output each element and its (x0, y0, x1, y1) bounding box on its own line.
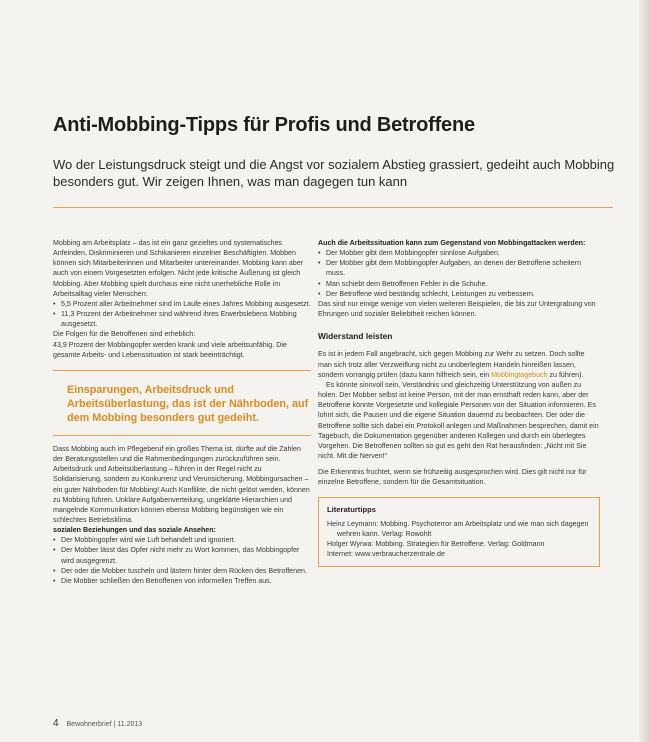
stats-list (53, 299, 311, 329)
work-item: • Man schiebt dem Betroffenen Fehler in die Schuhe. (318, 279, 600, 289)
work-item: • Der Mobber gibt dem Mobbingopfer Aufgaben, an denen der Betroffene scheitern muss. (318, 258, 600, 278)
intro-paragraph: Mobbing am Arbeitsplatz – das ist ein ganz gezieltes und systematisches Anfeinden, Diskriminieren und Schikanieren einzelner Beschäftigten. Mobben können sich Mitarbeiterinnen und Mitarbeiter untereinander. Mobbing kann aber auch von einem Vorgesetzten erfolgen. Nicht jede kritische Äußerung ist gleich Mobbing. Aber Mobbing spielt durchaus eine nicht unerhebliche Rolle im Arbeitsalltag vieler Menschen: (53, 239, 304, 298)
consequences-paragraph: 43,9 Prozent der Mobbingopfer werden krank und viele arbeitsunfähig. Die gesamte Arbeits- und Lebenssituation ist stark beeinträchtigt. (53, 340, 287, 359)
resist-heading: Widerstand leisten (318, 331, 393, 342)
pull-quote: Einsparungen, Arbeitsdruck und Arbeitsüberlastung, das ist der Nährboden, auf dem Mobbing besonders gut gedeiht. (53, 370, 311, 436)
note-paragraph: Die Erkenntnis fruchtet, wenn sie frühzeitig ausgesprochen wird. Dies gilt nicht nur für einzelne Betroffene, sondern für die Gesamtsituation. (318, 468, 587, 487)
literature-item: Heinz Leymann: Mobbing. Psychoterror am Arbeitsplatz und wie man sich dagegen wehren kann. Verlag: Rowohlt (327, 519, 589, 538)
literature-item: Holger Wyrwa: Mobbing. Strategien für Betroffene. Verlag: Goldmann (327, 539, 545, 548)
resist-paragraph-1 (318, 349, 600, 379)
social-item: • Der oder die Mobber tuscheln und lästern hinter dem Rücken des Betroffenen. (53, 566, 311, 576)
resist-paragraph-2: Es könnte sinnvoll sein, Verständnis und gleichzeitig Unterstützung von außen zu holen. Der Mobber selbst ist keine Person, mit der man ernsthaft reden kann, aber der Betroffene könnte Vorgesetzte und kollegiale Personen von der Situation informieren. Es lohnt sich, die Pausen und die eigene Situation dauernd zu beobachten. Der oder die Betroffene sollte sich dabei ein Protokoll anlegen und Maßnahmen besprechen, damit ein Tagebuch, die Dokumentation gegenüber anderen Kollegen und durch ein überlegtes Vorgehen. Die Betroffenen sollten so gut es geht den Rat herausfinden: „Nicht mit Sie nicht. Mit die Nerven!“ (318, 380, 599, 460)
article-title: Anti-Mobbing-Tipps für Profis und Betroffene (53, 114, 475, 136)
social-item: • Die Mobber schließen den Betroffenen von informellen Treffen aus. (53, 576, 311, 586)
social-item: • Der Mobber lässt das Opfer nicht mehr zu Wort kommen, das Mobbingopfer wird ausgegrenzt. (53, 545, 311, 565)
mobbing-diary-link: Mobbingtagebuch (491, 370, 548, 379)
literature-title: Literaturtipps (327, 505, 376, 515)
consequences-intro: Die Folgen für die Betroffenen sind erheblich: (53, 330, 196, 339)
social-item: • Der Mobbingopfer wird wie Luft behandelt und ignoriert. (53, 535, 311, 545)
footer-source: Bewohnerbrief | 11.2013 (66, 721, 143, 728)
resist-text-a: Es ist in jedem Fall angebracht, sich gegen Mobbing zur Wehr zu setzen. Doch sollte man sich trotz aller Verzweiflung nicht zu unüberlegtem Handeln hinreißen lassen, sondern vorrangig prüfen (dazu kann hilfreich sein, ein (318, 350, 585, 379)
literature-item: Internet: www.verbraucherzentrale.de (327, 550, 445, 559)
social-list (53, 535, 311, 586)
stat-item: • 5,5 Prozent aller Arbeitnehmer sind im Laufe eines Jahres Mobbing ausgesetzt. (53, 299, 311, 309)
header-rule (53, 207, 613, 208)
page-spine (639, 0, 649, 742)
work-item: • Der Mobber gibt dem Mobbingopfer sinnlose Aufgaben. (318, 248, 600, 258)
resist-text-b: zu führen). (547, 370, 584, 379)
article-lead: Wo der Leistungsdruck steigt und die Angst vor sozialem Abstieg grassiert, gedeiht auch Mobbing besonders gut. Wir zeigen Ihnen, was man dagegen tun kann (53, 157, 615, 189)
body-paragraph: Dass Mobbing auch im Pflegeberuf ein großes Thema ist, dürfte auf die Zahlen der Beratungsstellen und die Rahmenbedingungen zurückzuführen sein. Arbeitsdruck und Arbeitsüberlastung – führen in der Regel nicht zu Solidarisierung, sondern zu Konkurrenz und Verunsicherung. Mobbingursachen – ein guter Nährboden für Mobbing! Auch Konflikte, die nicht gelöst werden, können zu Mobbing führen. Unklare Aufgabenverteilung, ungeklärte Hierarchien und mangelnde Kommunikation können ebenso Mobbing begünstigen wie ein schlechtes Betriebsklima. (53, 444, 310, 524)
left-column (53, 238, 311, 586)
social-heading: sozialen Beziehungen und das soziale Ansehen: (53, 526, 216, 535)
work-outro: Das sind nur einige wenige von vielen weiteren Beispielen, die bis zur Untergrabung von Ehrungen und sozialer Beliebtheit reichen können. (318, 299, 596, 319)
page-number: 4 (53, 718, 59, 729)
work-item: • Der Betroffene wird beständig schlecht, Leistungen zu verbessern. (318, 289, 600, 299)
work-list (318, 248, 600, 299)
page-footer (53, 718, 142, 729)
right-column (318, 238, 600, 567)
work-heading: Auch die Arbeitssituation kann zum Gegenstand von Mobbingattacken werden: (318, 239, 586, 247)
literature-box (318, 497, 600, 567)
stat-item: • 11,3 Prozent der Arbeitnehmer sind während ihres Erwerbslebens Mobbing ausgesetzt. (53, 309, 311, 329)
